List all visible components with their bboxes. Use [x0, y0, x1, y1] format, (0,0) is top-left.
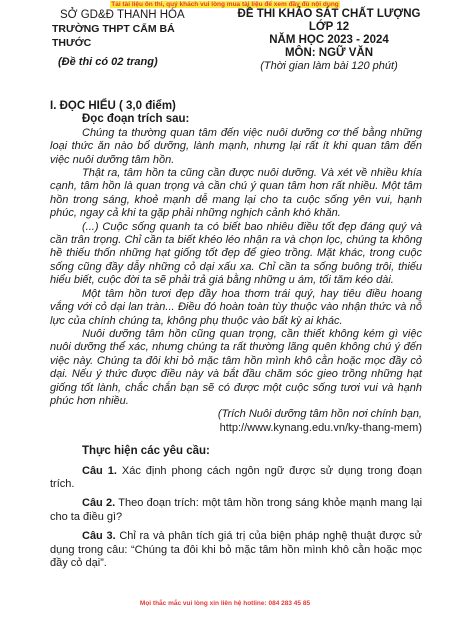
school-name-line2: THƯỚC: [52, 36, 92, 49]
tasks-heading: Thực hiện các yêu cầu:: [82, 445, 210, 458]
department-name: SỞ GD&Đ THANH HÓA: [60, 9, 185, 21]
question-item: [50, 530, 422, 570]
passage-source: (Trích Nuôi dưỡng tâm hồn nơi chính bạn,: [217, 408, 422, 421]
question-item: [50, 465, 422, 492]
exam-title: ĐỀ THI KHẢO SÁT CHẤT LƯỢNG: [237, 8, 421, 20]
header-left: [52, 8, 222, 69]
passage-paragraph: Chúng ta thường quan tâm đến việc nuôi dưỡng cơ thể bằng những loại thức ăn nào bổ dưỡng, lành mạnh, nhưng lại rất ít khi quan tâm đến việc nuôi dưỡng tâm hồn.: [50, 126, 422, 166]
school-year: NĂM HỌC 2023 - 2024: [269, 34, 389, 46]
school-name-line1: TRƯỜNG THPT CẨM BÁ: [52, 23, 175, 35]
grade: LỚP 12: [308, 21, 350, 33]
question-text: Xác định phong cách ngôn ngữ được sử dụng trong đoạn trích.: [50, 464, 423, 490]
reading-section: [50, 100, 422, 576]
footer-hotline: Mọi thắc mắc vui lòng xin liên hệ hotline: 084 283 45 85: [139, 600, 311, 607]
passage-paragraph: (...) Cuộc sống quanh ta có biết bao nhiêu điều tốt đẹp đáng quý và cần trân trọng. Chỉ cần ta biết khéo léo nhận ra và chọn lọc, chúng ta không hề thiếu thốn những hạt giống tốt đẹp để gieo trồng. Mặt khác, trong cuộc sống cũng đầy dẫy những cỏ dại xấu xa. Chỉ cần ta sống buông trôi, thiếu hiểu biết, cuộc đời ta sẽ phải trả giá bằng những u ám, tối tăm kéo dài.: [50, 220, 422, 287]
pages-note: (Đề thi có 02 trang): [58, 56, 158, 68]
question-text: Chỉ ra và phân tích giá trị của biện pháp nghệ thuật được sử dụng trong câu: “Chúng ta đôi khi bỏ mặc tâm hồn mình khô cằn hoặc mọc đầy cỏ dại”.: [50, 530, 422, 569]
reading-intro: Đọc đoạn trích sau:: [82, 113, 190, 126]
question-item: [50, 497, 422, 524]
top-notice-text: Tải tài liệu ôn thi, quý khách vui lòng mua tài liệu để xem đầy đủ nội dung: [111, 1, 339, 8]
passage-paragraph: Nuôi dưỡng tâm hồn cũng quan trọng, cần thiết không kém gì việc nuôi dưỡng thể xác, nhưng chúng ta rất thường lãng quên không chú ý đến việc này. Chúng ta đôi khi bỏ mặc tâm hồn mình khô cằn hoặc mọc đầy cỏ dại. Nếu ý thức được điều này và bắt đầu chăm sóc gieo trồng những hạt giống tốt lành, chắc chắn bạn sẽ có được một cuộc sống tươi vui và hạnh phúc hơn nhiều.: [50, 327, 422, 407]
time-limit: (Thời gian làm bài 120 phút): [260, 60, 398, 72]
question-text: Theo đoạn trích: một tâm hồn trong sáng khỏe mạnh mang lại cho ta điều gì?: [50, 497, 423, 523]
passage-paragraph: Một tâm hồn tươi đẹp đầy hoa thơm trái quý, hay tiêu điều hoang vắng với cỏ dại lan tràn... Điều đó hoàn toàn tùy thuộc vào nhận thức và nỗ lực của chính chúng ta, không phụ thuộc vào bất kỳ ai khác.: [50, 287, 422, 327]
section-title: I. ĐỌC HIỂU ( 3,0 điểm): [50, 100, 176, 112]
question-label: Câu 3.: [82, 530, 116, 543]
question-label: Câu 1.: [82, 464, 117, 477]
passage-paragraph: Thật ra, tâm hồn ta cũng cần được nuôi dưỡng. Và xét về nhiều khía cạnh, tâm hồn là quan trọng và cần chú ý quan tâm hơn rất nhiều. Một tâm hồn trong sáng, khoẻ mạnh dễ mang lại cho ta cuộc sống yên vui, hạnh phúc, ngay cả khi ta gặp phải những nghịch cảnh khó khăn.: [50, 167, 422, 220]
header-right: [226, 8, 432, 73]
passage-source-url: http://www.kynang.edu.vn/ky-thang-mem): [219, 421, 422, 434]
subject: MÔN: NGỮ VĂN: [284, 47, 374, 59]
question-label: Câu 2.: [82, 497, 116, 510]
